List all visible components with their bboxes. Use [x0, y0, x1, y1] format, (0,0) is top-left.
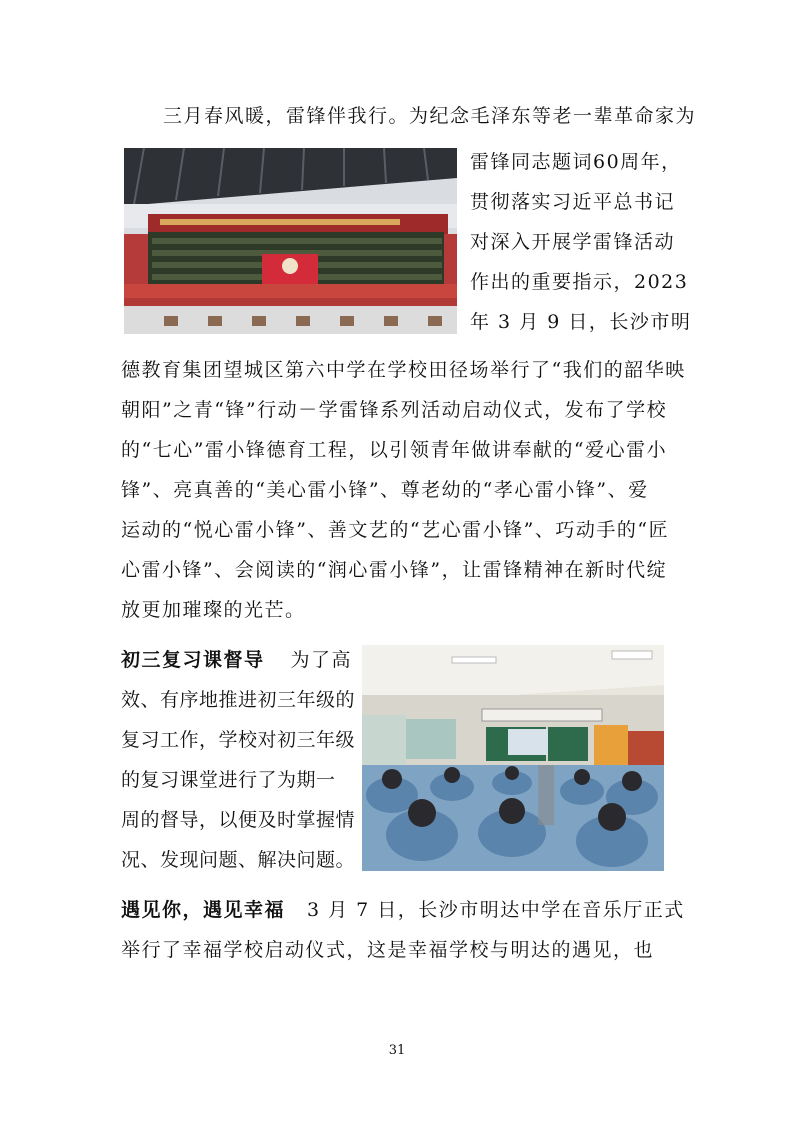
article2-line: 的复习课堂进行了为期一: [121, 769, 336, 791]
article1-line: 朝阳”之青“锋”行动－学雷锋系列活动启动仪式，发布了学校: [121, 399, 668, 421]
photo-stadium-ceremony: [124, 148, 457, 334]
photo-classroom: [362, 645, 664, 871]
article1-right-line: 贯彻落实习近平总书记: [470, 191, 676, 213]
article2-first-line-text: 为了高: [290, 649, 353, 671]
article2-heading: 初三复习课督导: [121, 649, 265, 671]
article2-line: 效、有序地推进初三年级的: [121, 689, 356, 711]
article2-first-line: [121, 648, 352, 672]
article2-line: 周的督导，以便及时掌握情: [121, 809, 356, 831]
article1-line1: 三月春风暖，雷锋伴我行。为纪念毛泽东等老一辈革命家为: [163, 105, 697, 127]
article3-first-line: [121, 898, 685, 922]
article3-heading: 遇见你，遇见幸福: [121, 899, 286, 921]
article1-right-line: 作出的重要指示，2023: [470, 271, 689, 293]
article1-right-line: 年 3 月 9 日，长沙市明: [470, 311, 692, 333]
article2-line: 况、发现问题、解决问题。: [121, 849, 356, 871]
article1-right-line: 雷锋同志题词60周年，: [470, 151, 682, 173]
article1-line: 德教育集团望城区第六中学在学校田径场举行了“我们的韶华映: [121, 359, 686, 381]
article1-line: 锋”、亮真善的“美心雷小锋”、尊老幼的“孝心雷小锋”、爱: [121, 479, 649, 501]
article1-line: 运动的“悦心雷小锋”、善文艺的“艺心雷小锋”、巧动手的“匠: [121, 519, 670, 541]
article3-line2: 举行了幸福学校启动仪式，这是幸福学校与明达的遇见，也: [121, 939, 655, 961]
article1-line: 心雷小锋”、会阅读的“润心雷小锋”，让雷锋精神在新时代绽: [121, 559, 668, 581]
article3-first-line-text: 3 月 7 日，长沙市明达中学在音乐厅正式: [307, 899, 685, 921]
page-number: 31: [388, 1043, 406, 1058]
article2-line: 复习工作，学校对初三年级: [121, 729, 356, 751]
article1-line: 放更加璀璨的光芒。: [121, 599, 306, 621]
article1-line: 的“七心”雷小锋德育工程，以引领青年做讲奉献的“爱心雷小: [121, 439, 668, 461]
article1-right-line: 对深入开展学雷锋活动: [470, 231, 676, 253]
